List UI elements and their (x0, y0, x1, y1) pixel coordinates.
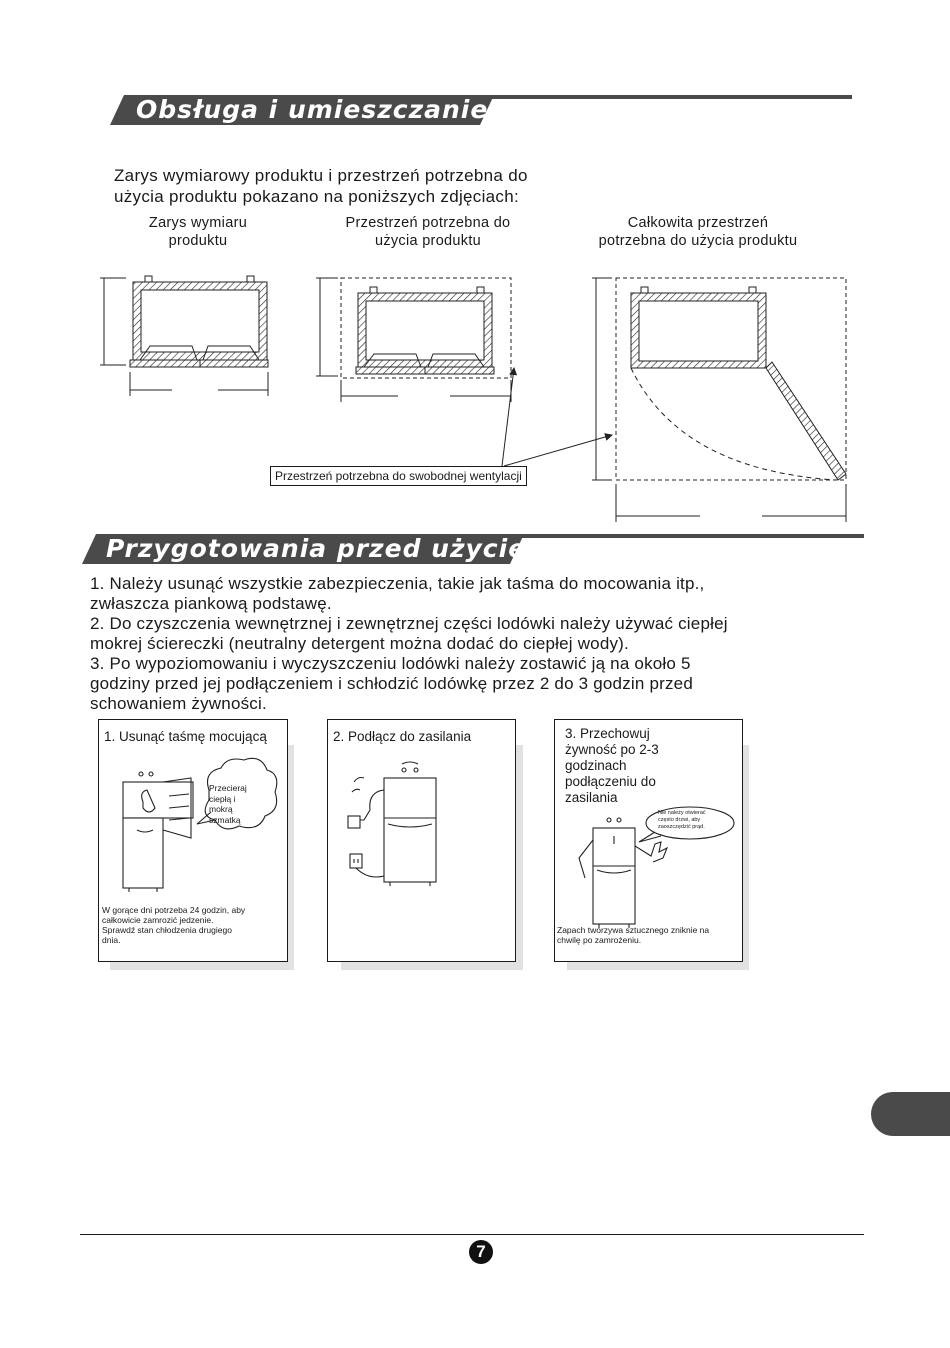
bubble-line: szmatką (209, 814, 241, 825)
step-line: godziny przed jej podłączeniem i schłodzić lodówkę przez 2 do 3 godzin przed (90, 674, 693, 693)
panel-1-bubble-text (209, 783, 247, 825)
caption-line: Przestrzeń potrzebna do (345, 215, 511, 231)
section2-header-bar (510, 534, 864, 538)
caption-line: Zarys wymiaru (148, 215, 248, 231)
title-line: zasilania (565, 790, 618, 805)
step-line: mokrej ściereczki (neutralny detergent można dodać do ciepłej wody). (90, 634, 629, 653)
bubble-line: Przecieraj (209, 783, 247, 793)
panel-1-title: 1. Usunąć taśmę mocującą (104, 729, 267, 744)
note-line: Sprawdź stan chłodzenia drugiego (102, 925, 232, 935)
caption-line: potrzebna do użycia produktu (598, 233, 798, 249)
note-line: W gorące dni potrzeba 24 godzin, aby (102, 905, 246, 915)
panel-connect-power (327, 719, 516, 962)
outline-drawing-1 (100, 276, 268, 396)
title-line: 3. Przechowuj (565, 726, 650, 741)
intro-line-1: Zarys wymiarowy produktu i przestrzeń potrzebna do (114, 166, 528, 185)
panel-remove-tape (98, 719, 288, 962)
step-line: 1. Należy usunąć wszystkie zabezpieczenia, takie jak taśma do mocowania itp., (90, 574, 705, 593)
section1-title: Obsługa i umieszczanie (136, 95, 489, 124)
panel-3-note (557, 925, 709, 945)
panel-2-title: 2. Podłącz do zasilania (333, 729, 472, 744)
panel-store-food (554, 719, 743, 962)
bubble-line: mokrą (209, 804, 233, 814)
bubble-line: często drzwi, aby (658, 817, 701, 823)
outline-drawing-2 (316, 278, 511, 402)
step-line: schowaniem żywności. (90, 694, 267, 713)
ventilation-label: Przestrzeń potrzebna do swobodnej wentylacji (270, 466, 527, 486)
caption-line: produktu (168, 233, 228, 249)
step-line: zwłaszcza piankową podstawę. (90, 594, 332, 613)
title-line: godzinach (565, 758, 627, 773)
bubble-line: ciepłą i (209, 793, 236, 804)
panel-1-note (102, 905, 245, 945)
step-line: 2. Do czyszczenia wewnętrznej i zewnętrznej części lodówki należy używać ciepłej (90, 614, 728, 633)
title-line: podłączeniu do (565, 774, 656, 789)
page-number: 7 (469, 1240, 493, 1264)
bubble-line: zaoszczędzić prąd. (658, 824, 705, 830)
intro-line-2: użycia produktu pokazano na poniższych zdjęciach: (114, 187, 519, 206)
caption-line: użycia produktu (374, 233, 482, 249)
preparation-steps (90, 574, 728, 714)
note-line: całkowicie zamrozić jedzenie. (102, 915, 214, 925)
note-line: chwilę po zamrożeniu. (557, 935, 642, 945)
outline-drawing-3 (592, 278, 846, 522)
fridge-plug-illustration (328, 720, 515, 961)
bubble-line: Nie należy otwierać (658, 810, 706, 816)
title-line: żywność po 2-3 (565, 742, 659, 757)
section2-title: Przygotowania przed użyciem (106, 534, 554, 563)
page-edge-tab (871, 1092, 950, 1136)
step-line: 3. Po wypoziomowaniu i wyczyszczeniu lodówki należy zostawić ją na około 5 (90, 654, 691, 673)
note-line: Zapach tworzywa sztucznego zniknie na (557, 925, 710, 935)
note-line: dnia. (102, 935, 121, 945)
caption-line: Całkowita przestrzeń (627, 215, 769, 231)
panel-3-bubble-text (658, 810, 706, 831)
footer-rule (80, 1234, 864, 1235)
